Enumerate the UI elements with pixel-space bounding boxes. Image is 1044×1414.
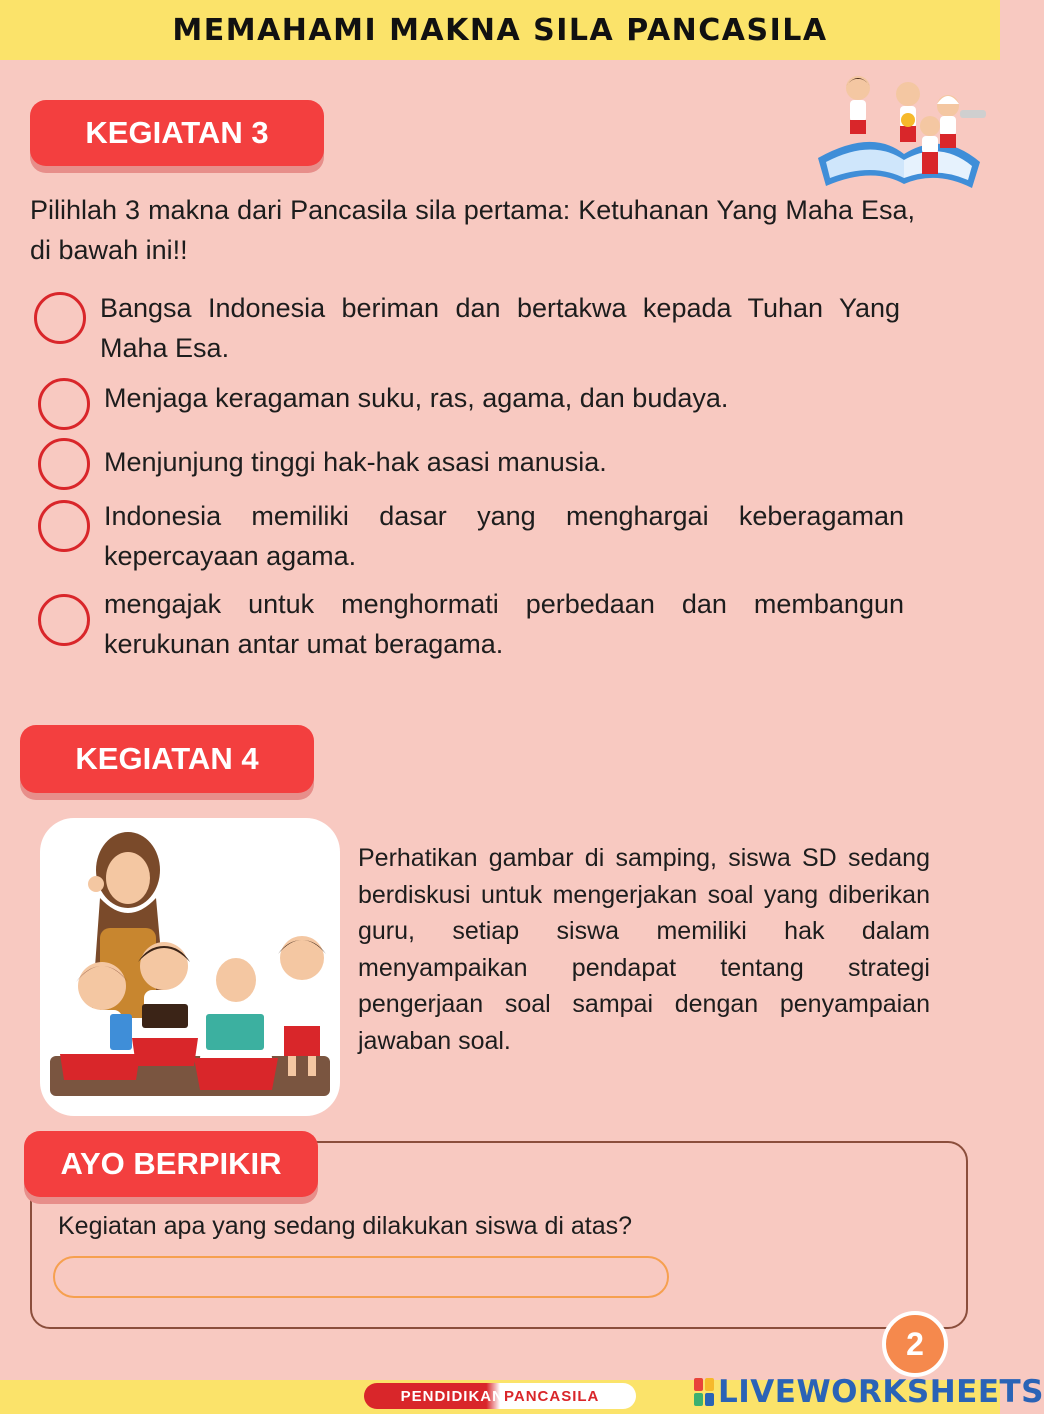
- kegiatan-3-badge: [30, 100, 324, 166]
- subject-part-2: PANCASILA: [503, 1387, 600, 1405]
- option-1-radio[interactable]: [34, 292, 86, 344]
- option-1: [34, 288, 900, 368]
- kegiatan-4-badge: [20, 725, 314, 793]
- option-3: [38, 438, 904, 490]
- header-banner: [0, 0, 1000, 60]
- liveworksheets-wordmark: LIVEWORKSHEETS: [718, 1374, 1044, 1410]
- teacher-students-illustration: [40, 818, 340, 1116]
- subject-badge: [364, 1383, 636, 1409]
- option-3-text: Menjunjung tinggi hak-hak asasi manusia.: [104, 447, 607, 477]
- discussion-illustration-card: [40, 818, 340, 1116]
- page-number-badge: [882, 1311, 948, 1377]
- option-3-radio[interactable]: [38, 438, 90, 490]
- option-5-radio[interactable]: [38, 594, 90, 646]
- option-4: [38, 496, 904, 576]
- kegiatan-3-label: KEGIATAN 3: [85, 115, 269, 150]
- option-1-text: Bangsa Indonesia beriman dan bertakwa kepada Tuhan Yang Maha Esa.: [100, 293, 900, 363]
- kegiatan-4-description: Perhatikan gambar di samping, siswa SD sedang berdiskusi untuk mengerjakan soal yang diberikan guru, setiap siswa memiliki hak dalam menyampaikan pendapat tentang strategi pengerjaan soal sampai dengan penyampaian jawaban soal.: [358, 844, 930, 1055]
- answer-input[interactable]: [53, 1256, 669, 1298]
- kegiatan-3-instruction: Pilihlah 3 makna dari Pancasila sila pertama: Ketuhanan Yang Maha Esa, di bawah ini!!: [30, 195, 915, 265]
- option-2-text: Menjaga keragaman suku, ras, agama, dan budaya.: [104, 383, 729, 413]
- option-5-text: mengajak untuk menghormati perbedaan dan membangun kerukunan antar umat beragama.: [104, 589, 904, 659]
- page-title: MEMAHAMI MAKNA SILA PANCASILA: [172, 12, 828, 48]
- kegiatan-4-label: KEGIATAN 4: [75, 741, 259, 776]
- subject-part-1: PENDIDIKAN: [400, 1387, 504, 1405]
- option-2: [38, 378, 904, 430]
- kids-on-book-illustration: [812, 66, 992, 196]
- option-5: [38, 584, 904, 664]
- option-4-text: Indonesia memiliki dasar yang menghargai keberagaman kepercayaan agama.: [104, 501, 904, 571]
- ayo-berpikir-badge: [24, 1131, 318, 1197]
- liveworksheets-logo[interactable]: [694, 1374, 1044, 1410]
- ayo-berpikir-question: Kegiatan apa yang sedang dilakukan siswa di atas?: [58, 1212, 633, 1240]
- ayo-berpikir-label: AYO BERPIKIR: [60, 1146, 282, 1181]
- option-4-radio[interactable]: [38, 500, 90, 552]
- option-2-radio[interactable]: [38, 378, 90, 430]
- page-number: 2: [906, 1325, 924, 1362]
- liveworksheets-icon: [694, 1378, 714, 1406]
